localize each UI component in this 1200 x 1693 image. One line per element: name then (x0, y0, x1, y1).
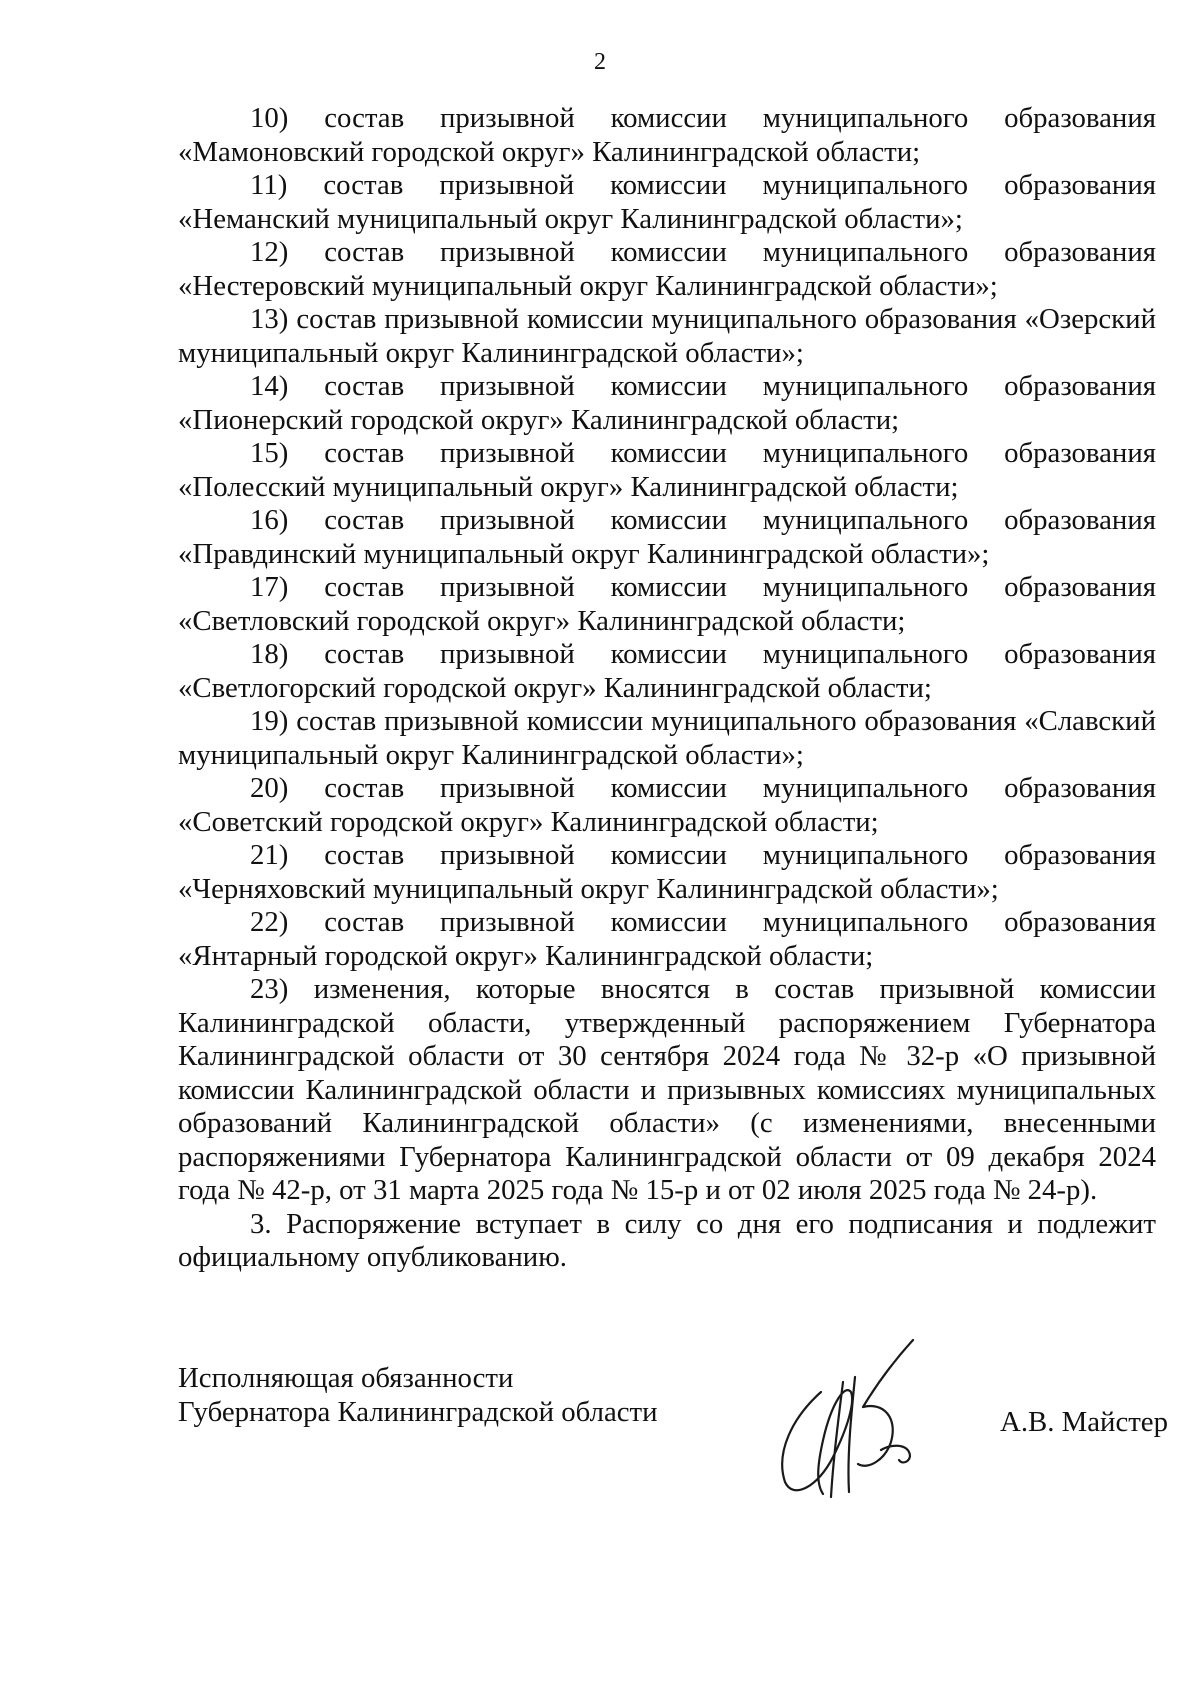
list-item: 23) изменения, которые вносятся в состав призывной комиссии Калининградской области, утвержденный распоряжением Губернатора Калининградской области от 30 сентября 2024 года № 32-р «О призывной комиссии Калининградской области и призывных комиссиях муниципальных образований Калининградской области» (с изменениями, внесенными распоряжениями Губернатора Калининградской области от 09 декабря 2024 года № 42-р, от 31 марта 2025 года № 15-р и от 02 июля 2025 года № 24-р). (178, 973, 1156, 1206)
handwritten-signature (763, 1332, 943, 1502)
list-item: 13) состав призывной комиссии муниципального образования «Озерский муниципальный округ Калининградской области»; (178, 303, 1156, 369)
list-item: 15) состав призывной комиссии муниципального образования «Полесский муниципальный округ» Калининградской области; (178, 437, 1156, 503)
effective-clause: 3. Распоряжение вступает в силу со дня его подписания и подлежит официальному опубликованию. (178, 1207, 1156, 1273)
list-item: 18) состав призывной комиссии муниципального образования «Светлогорский городской округ» Калининградской области; (178, 638, 1156, 704)
page-number: 2 (594, 49, 606, 75)
list-item: 12) состав призывной комиссии муниципального образования «Нестеровский муниципальный округ Калининградской области»; (178, 236, 1156, 302)
signatory-position-line2: Губернатора Калининградской области (178, 1395, 658, 1428)
list-item: 17) состав призывной комиссии муниципального образования «Светловский городской округ» Калининградской области; (178, 571, 1156, 637)
list-item: 20) состав призывной комиссии муниципального образования «Советский городской округ» Калининградской области; (178, 772, 1156, 838)
signatory-position (178, 1362, 658, 1429)
signatory-position-line1: Исполняющая обязанности (178, 1362, 514, 1394)
signatory-name: А.В. Майстер (1000, 1406, 1168, 1438)
list-item: 22) состав призывной комиссии муниципального образования «Янтарный городской округ» Калининградской области; (178, 906, 1156, 972)
list-item: 16) состав призывной комиссии муниципального образования «Правдинский муниципальный округ Калининградской области»; (178, 504, 1156, 570)
signature-block (178, 1362, 1168, 1502)
document-body (178, 102, 1156, 1275)
list-item: 14) состав призывной комиссии муниципального образования «Пионерский городской округ» Калининградской области; (178, 370, 1156, 436)
list-item: 19) состав призывной комиссии муниципального образования «Славский муниципальный округ Калининградской области»; (178, 705, 1156, 771)
list-item: 10) состав призывной комиссии муниципального образования «Мамоновский городской округ» Калининградской области; (178, 102, 1156, 168)
list-item: 21) состав призывной комиссии муниципального образования «Черняховский муниципальный округ Калининградской области»; (178, 839, 1156, 905)
list-item: 11) состав призывной комиссии муниципального образования «Неманский муниципальный округ Калининградской области»; (178, 169, 1156, 235)
